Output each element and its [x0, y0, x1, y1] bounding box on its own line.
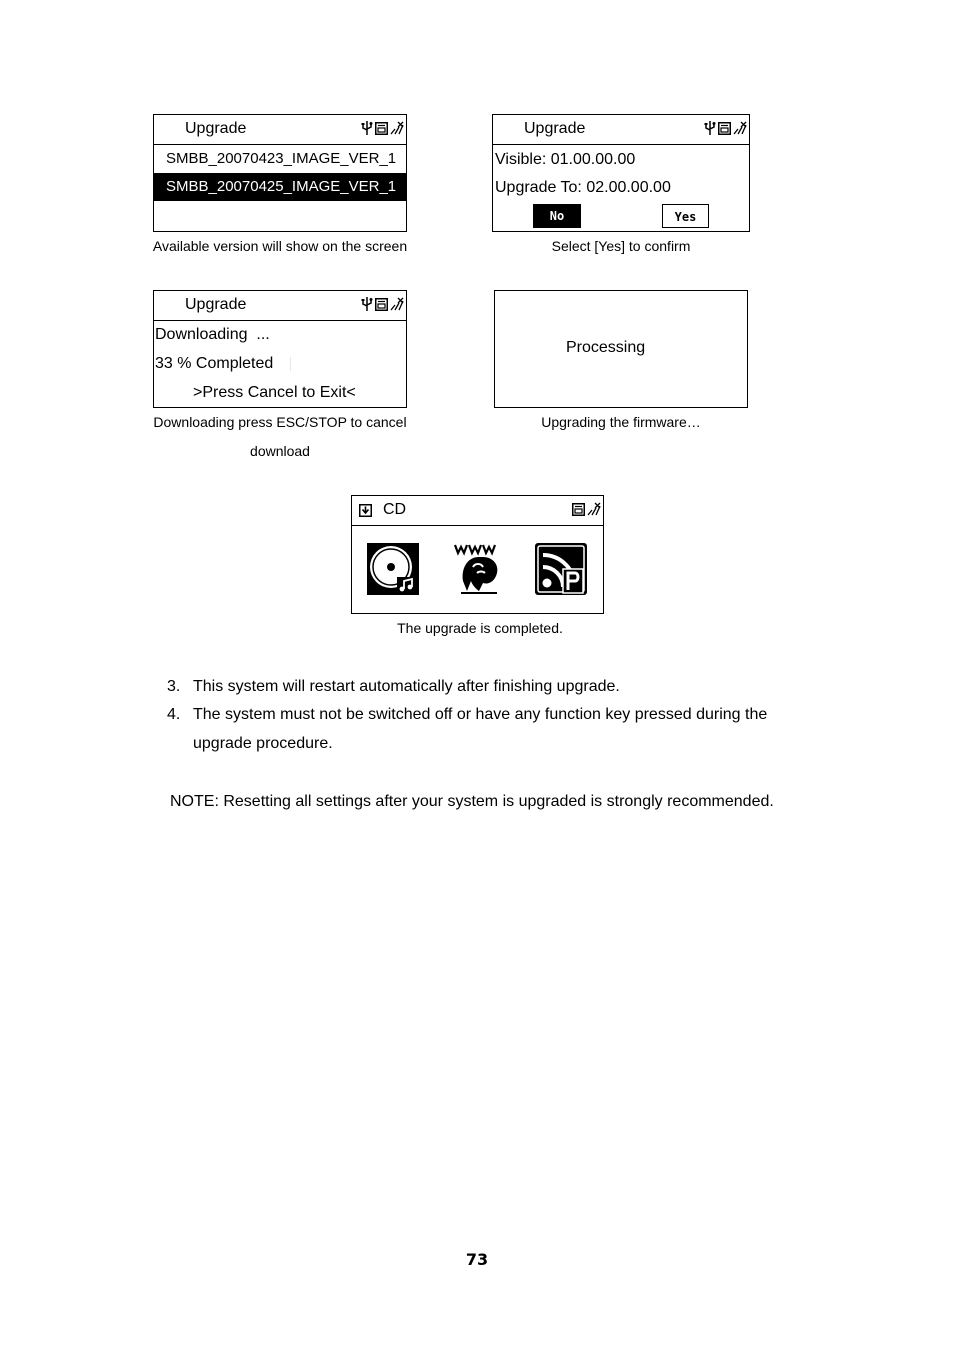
step-text: The system must not be switched off or have any function key pressed during the	[193, 706, 768, 723]
note-text: NOTE: Resetting all settings after your system is upgraded is strongly recommended.	[170, 793, 774, 810]
screen-header	[352, 496, 603, 526]
screen4-caption: Upgrading the firmware…	[541, 414, 701, 430]
usb-icon	[361, 297, 373, 311]
screen2-caption: Select [Yes] to confirm	[551, 238, 691, 254]
storage-icon	[375, 122, 388, 135]
status-icons	[361, 297, 404, 311]
network-disconnected-icon	[390, 297, 404, 311]
network-disconnected-icon	[390, 121, 404, 135]
internet-radio-icon[interactable]	[453, 543, 505, 595]
cd-home-screen	[351, 495, 604, 614]
upgrade-confirm-screen	[492, 114, 750, 232]
status-icons	[704, 121, 747, 135]
page-number: 73	[465, 1250, 489, 1269]
screen3-caption-line2: download	[250, 443, 310, 459]
processing-screen	[494, 290, 748, 408]
status-icons	[361, 121, 404, 135]
no-button[interactable]: No	[533, 204, 581, 228]
source-download-icon	[359, 504, 372, 517]
network-disconnected-icon	[733, 121, 747, 135]
yes-button[interactable]: Yes	[662, 204, 709, 228]
cd-icon[interactable]	[367, 543, 419, 595]
step-4-continued: upgrade procedure.	[193, 735, 333, 752]
screen3-caption-line1: Downloading press ESC/STOP to cancel	[153, 414, 407, 430]
usb-icon	[704, 121, 716, 135]
screen1-caption: Available version will show on the screen	[152, 238, 408, 254]
target-version-line: Upgrade To: 02.00.00.00	[495, 179, 671, 196]
step-text: This system will restart automatically after finishing upgrade.	[193, 678, 620, 695]
screen-header	[154, 115, 406, 145]
storage-icon	[375, 298, 388, 311]
screen5-caption: The upgrade is completed.	[397, 620, 563, 636]
screen-header	[493, 115, 749, 145]
version-item[interactable]: SMBB_20070423_IMAGE_VER_1	[166, 150, 397, 167]
step-number: 4.	[167, 706, 181, 723]
storage-icon	[718, 122, 731, 135]
screen-title: Upgrade	[524, 120, 586, 137]
screen-title: Upgrade	[185, 120, 247, 137]
version-item-selected[interactable]: SMBB_20070425_IMAGE_VER_1	[154, 173, 406, 201]
download-status-line: Downloading ...	[155, 326, 270, 343]
downloading-screen	[153, 290, 407, 408]
progress-bar-track	[290, 357, 291, 371]
upgrade-version-list-screen	[153, 114, 407, 232]
podcast-icon[interactable]	[535, 543, 587, 595]
screen-title: Upgrade	[185, 296, 247, 313]
usb-icon	[361, 121, 373, 135]
storage-icon	[572, 503, 585, 516]
step-number: 3.	[167, 678, 181, 695]
cancel-hint-line: >Press Cancel to Exit<	[193, 384, 356, 401]
network-disconnected-icon	[587, 502, 601, 516]
screen-header	[154, 291, 406, 321]
status-icons	[572, 502, 601, 516]
processing-message: Processing	[566, 339, 646, 356]
current-version-line: Visible: 01.00.00.00	[495, 151, 636, 168]
screen-title: CD	[383, 501, 407, 518]
download-progress-line: 33 % Completed	[155, 355, 274, 372]
